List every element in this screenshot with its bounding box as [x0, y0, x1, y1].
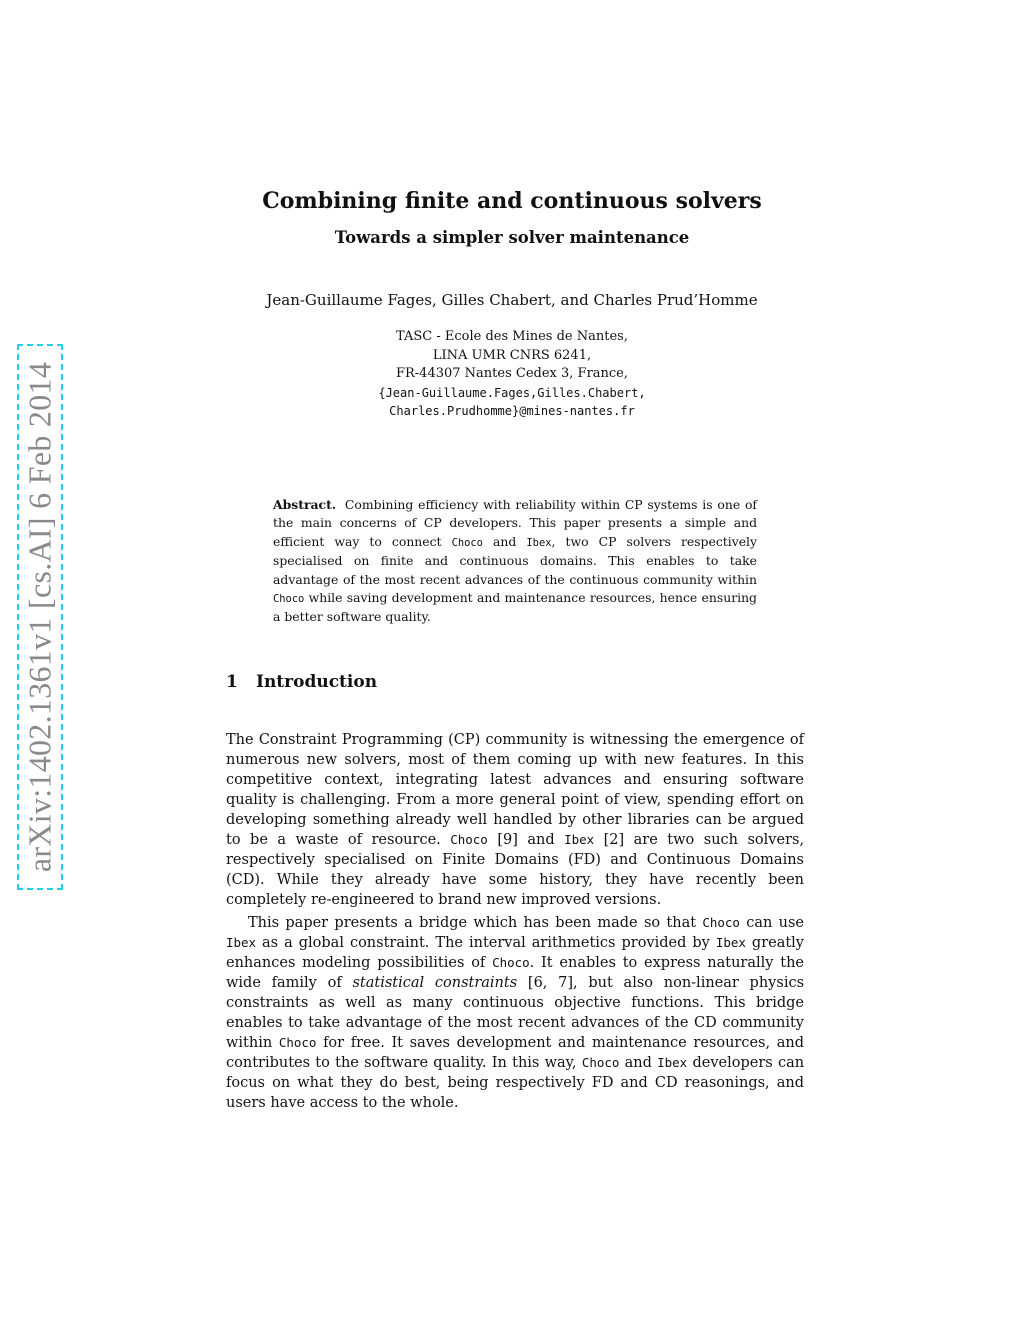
code-choco: Choco [581, 1055, 620, 1070]
paragraph-text: [6, 7], but also non-linear physics constraints as well as many continuous objective functions. This bridge enables to take advantage of the most recent advances of the CD community within [226, 975, 805, 1051]
author-emails: {Jean-Guillaume.Fages,Gilles.Chabert, [378, 385, 646, 400]
paragraph-text: The Constraint Programming (CP) community is witnessing the emergence of numerous new solvers, most of them coming up with new features. In this competitive context, integrating latest advances and ensuring software quality is challenging. From a more general point of view, spending effort on developing something already well handled by other libraries can be argued to be a waste of resource. [226, 732, 804, 848]
affiliation-line: FR-44307 Nantes Cedex 3, France, [395, 366, 629, 381]
section-title: Introduction [256, 672, 378, 692]
affiliation-block [0, 328, 1024, 421]
code-choco: Choco [451, 536, 483, 549]
arxiv-identifier: arXiv:1402.1361v1 [cs.AI] 6 Feb 2014 [21, 361, 58, 873]
code-choco: Choco [450, 832, 488, 847]
emphasis-statistical-constraints: statistical constraints [352, 975, 518, 991]
section-heading [226, 672, 377, 692]
paper-subtitle: Towards a simpler solver maintenance [334, 228, 690, 247]
abstract-text: Combining efficiency with reliability within CP systems is one of the main concerns of CP developers. This paper presents a simple and efficient way to connect [273, 497, 757, 549]
code-choco: Choco [492, 955, 530, 970]
abstract-text: and [493, 533, 517, 549]
paragraph-text: as a global constraint. The interval arithmetics provided by [262, 935, 710, 951]
code-ibex: Ibex [226, 935, 257, 950]
code-ibex: Ibex [657, 1055, 688, 1070]
paragraph-text: . It enables to express naturally the wide family of [226, 955, 804, 991]
paragraph-text: This paper presents a bridge which has been made so that [248, 915, 697, 931]
code-ibex: Ibex [526, 536, 552, 549]
code-choco: Choco [278, 1035, 317, 1050]
code-choco: Choco [273, 593, 305, 606]
paragraph-text: [2] are two such solvers, respectively specialised on Finite Domains (FD) and Continuous Domains (CD). While they already have some history, they have recently been completely re-engineered to brand new improved versions. [226, 832, 805, 908]
paragraph-text: developers can focus on what they do best, being respectively FD and CD reasonings, and users have access to the whole. [226, 1055, 805, 1111]
code-choco: Choco [702, 915, 740, 930]
affiliation-line: LINA UMR CNRS 6241, [432, 347, 592, 363]
abstract-label: Abstract. [273, 497, 337, 512]
paragraph-text: [9] and [497, 832, 555, 848]
section-number: 1 [226, 672, 238, 692]
author-emails: Charles.Prudhomme}@mines-nantes.fr [389, 404, 635, 418]
intro-paragraph [226, 730, 804, 910]
intro-paragraph [226, 913, 804, 1113]
abstract [273, 496, 757, 627]
code-ibex: Ibex [715, 935, 746, 950]
paragraph-text: can use [746, 915, 805, 931]
author-list: Jean-Guillaume Fages, Gilles Chabert, and Charles Prud’Homme [266, 291, 758, 309]
paragraph-text: and [624, 1055, 652, 1071]
affiliation-line: TASC - Ecole des Mines de Nantes, [396, 329, 628, 344]
abstract-text: , two CP solvers respectively specialised on finite and continuous domains. This enables to take advantage of the most recent advances of the continuous community within [273, 533, 757, 587]
paragraph-text: for free. It saves development and maintenance resources, and contributes to the software quality. In this way, [226, 1035, 805, 1071]
paper-title: Combining finite and continuous solvers [262, 188, 762, 214]
paragraph-text: greatly enhances modeling possibilities of [226, 935, 805, 971]
code-ibex: Ibex [564, 832, 595, 847]
abstract-text: while saving development and maintenance resources, hence ensuring a better software quality. [273, 590, 757, 625]
